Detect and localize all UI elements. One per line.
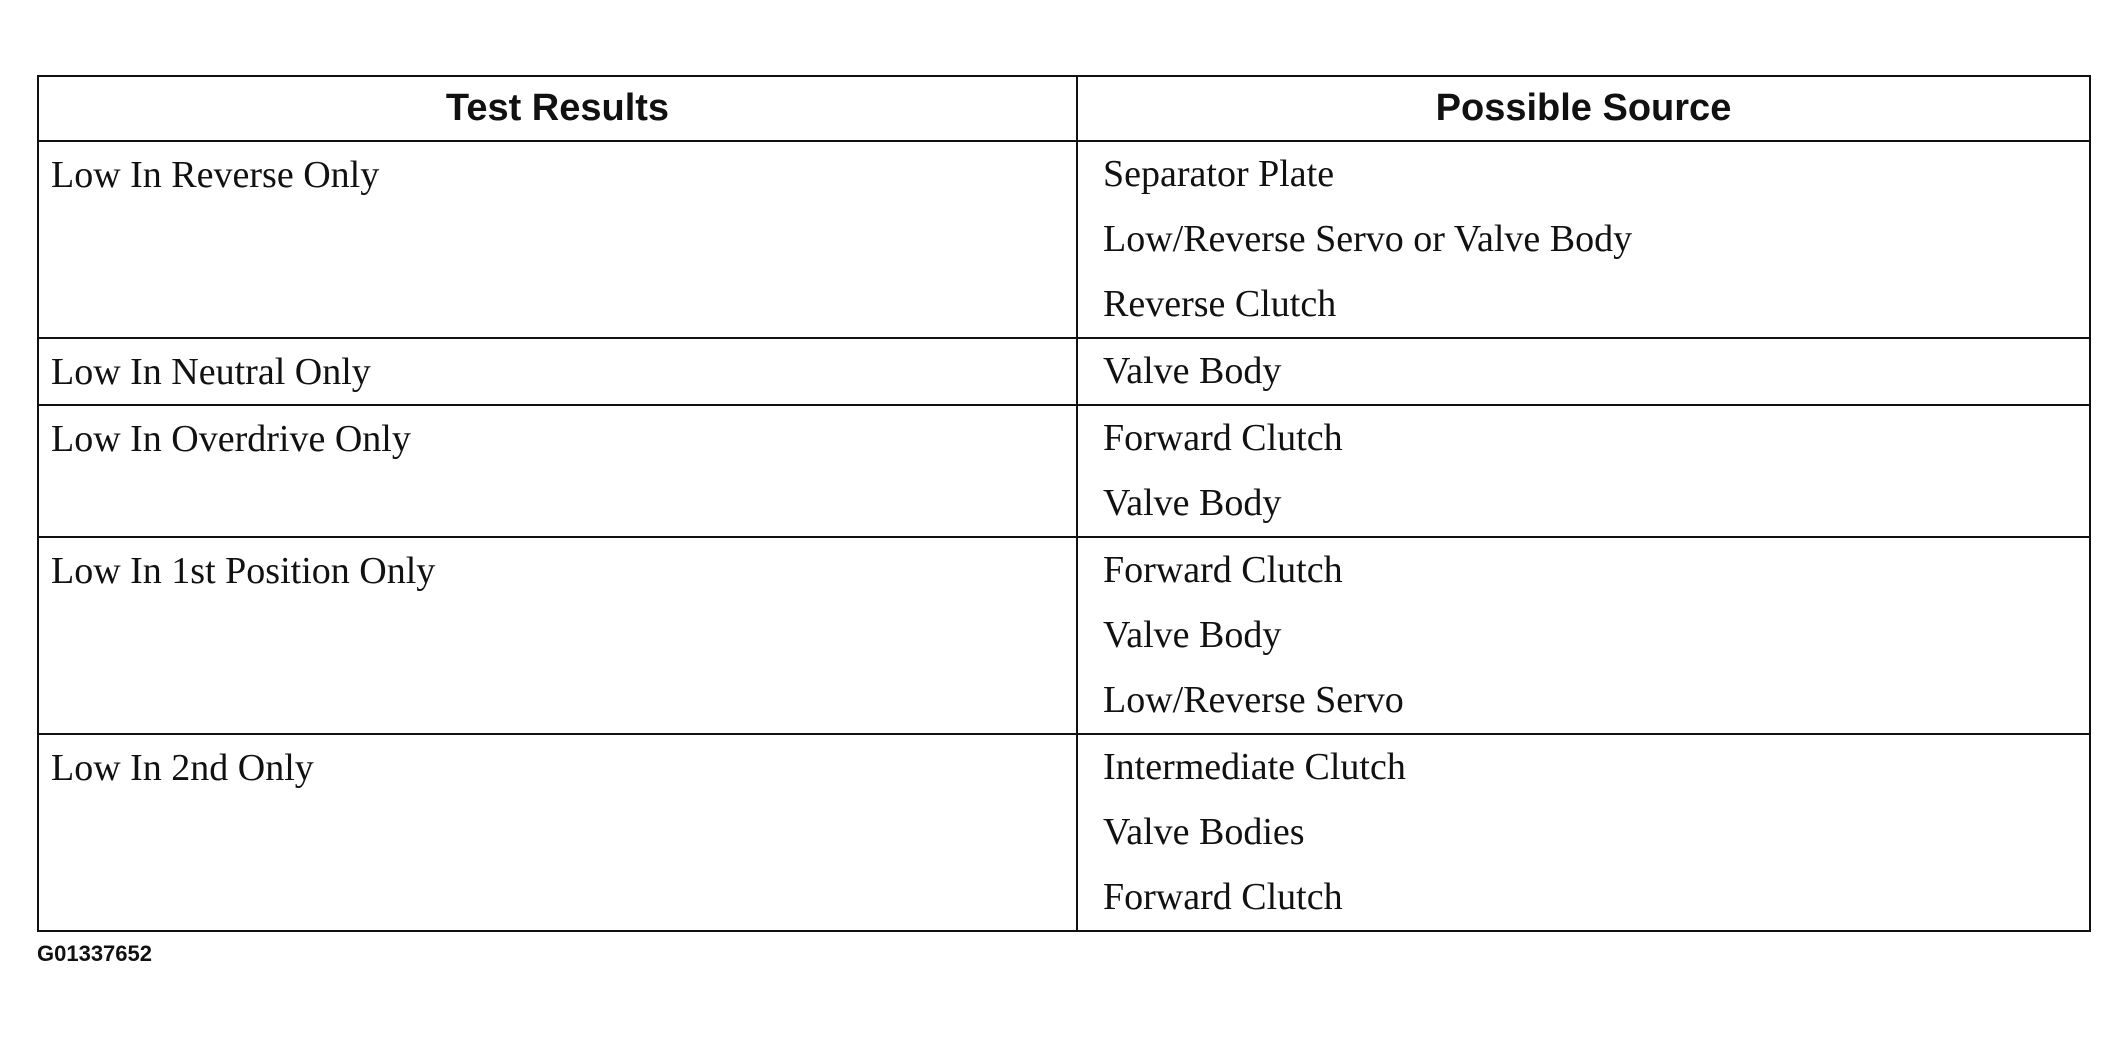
- possible-source-cell: [1077, 141, 2090, 338]
- test-result-cell: Low In Neutral Only: [38, 338, 1077, 405]
- source-item: Valve Body: [1103, 614, 1282, 656]
- table-row: [38, 405, 2090, 537]
- source-item: Low/Reverse Servo or Valve Body: [1103, 218, 1633, 260]
- table-row: [38, 734, 2090, 931]
- source-item: Separator Plate: [1103, 153, 1335, 195]
- header-possible-source: Possible Source: [1077, 76, 2090, 141]
- test-result-cell: Low In 1st Position Only: [38, 537, 1077, 734]
- possible-source-cell: [1077, 338, 2090, 405]
- source-item: Reverse Clutch: [1103, 283, 1337, 325]
- figure-code: G01337652: [37, 941, 152, 966]
- possible-source-cell: [1077, 734, 2090, 931]
- source-item: Valve Body: [1103, 350, 1282, 392]
- test-result-cell: Low In Overdrive Only: [38, 405, 1077, 537]
- table-row: [38, 141, 2090, 338]
- table-header-row: [38, 76, 2090, 141]
- possible-source-cell: [1077, 537, 2090, 734]
- header-test-results: Test Results: [38, 76, 1077, 141]
- diagnosis-table: [37, 75, 2091, 932]
- test-result-cell: Low In 2nd Only: [38, 734, 1077, 931]
- source-item: Low/Reverse Servo: [1103, 679, 1404, 721]
- source-item: Valve Bodies: [1103, 811, 1305, 853]
- source-item: Intermediate Clutch: [1103, 746, 1406, 788]
- test-result-cell: Low In Reverse Only: [38, 141, 1077, 338]
- table-row: [38, 537, 2090, 734]
- source-item: Valve Body: [1103, 482, 1282, 524]
- table-row: [38, 338, 2090, 405]
- source-item: Forward Clutch: [1103, 549, 1343, 591]
- source-item: Forward Clutch: [1103, 417, 1343, 459]
- possible-source-cell: [1077, 405, 2090, 537]
- source-item: Forward Clutch: [1103, 876, 1343, 918]
